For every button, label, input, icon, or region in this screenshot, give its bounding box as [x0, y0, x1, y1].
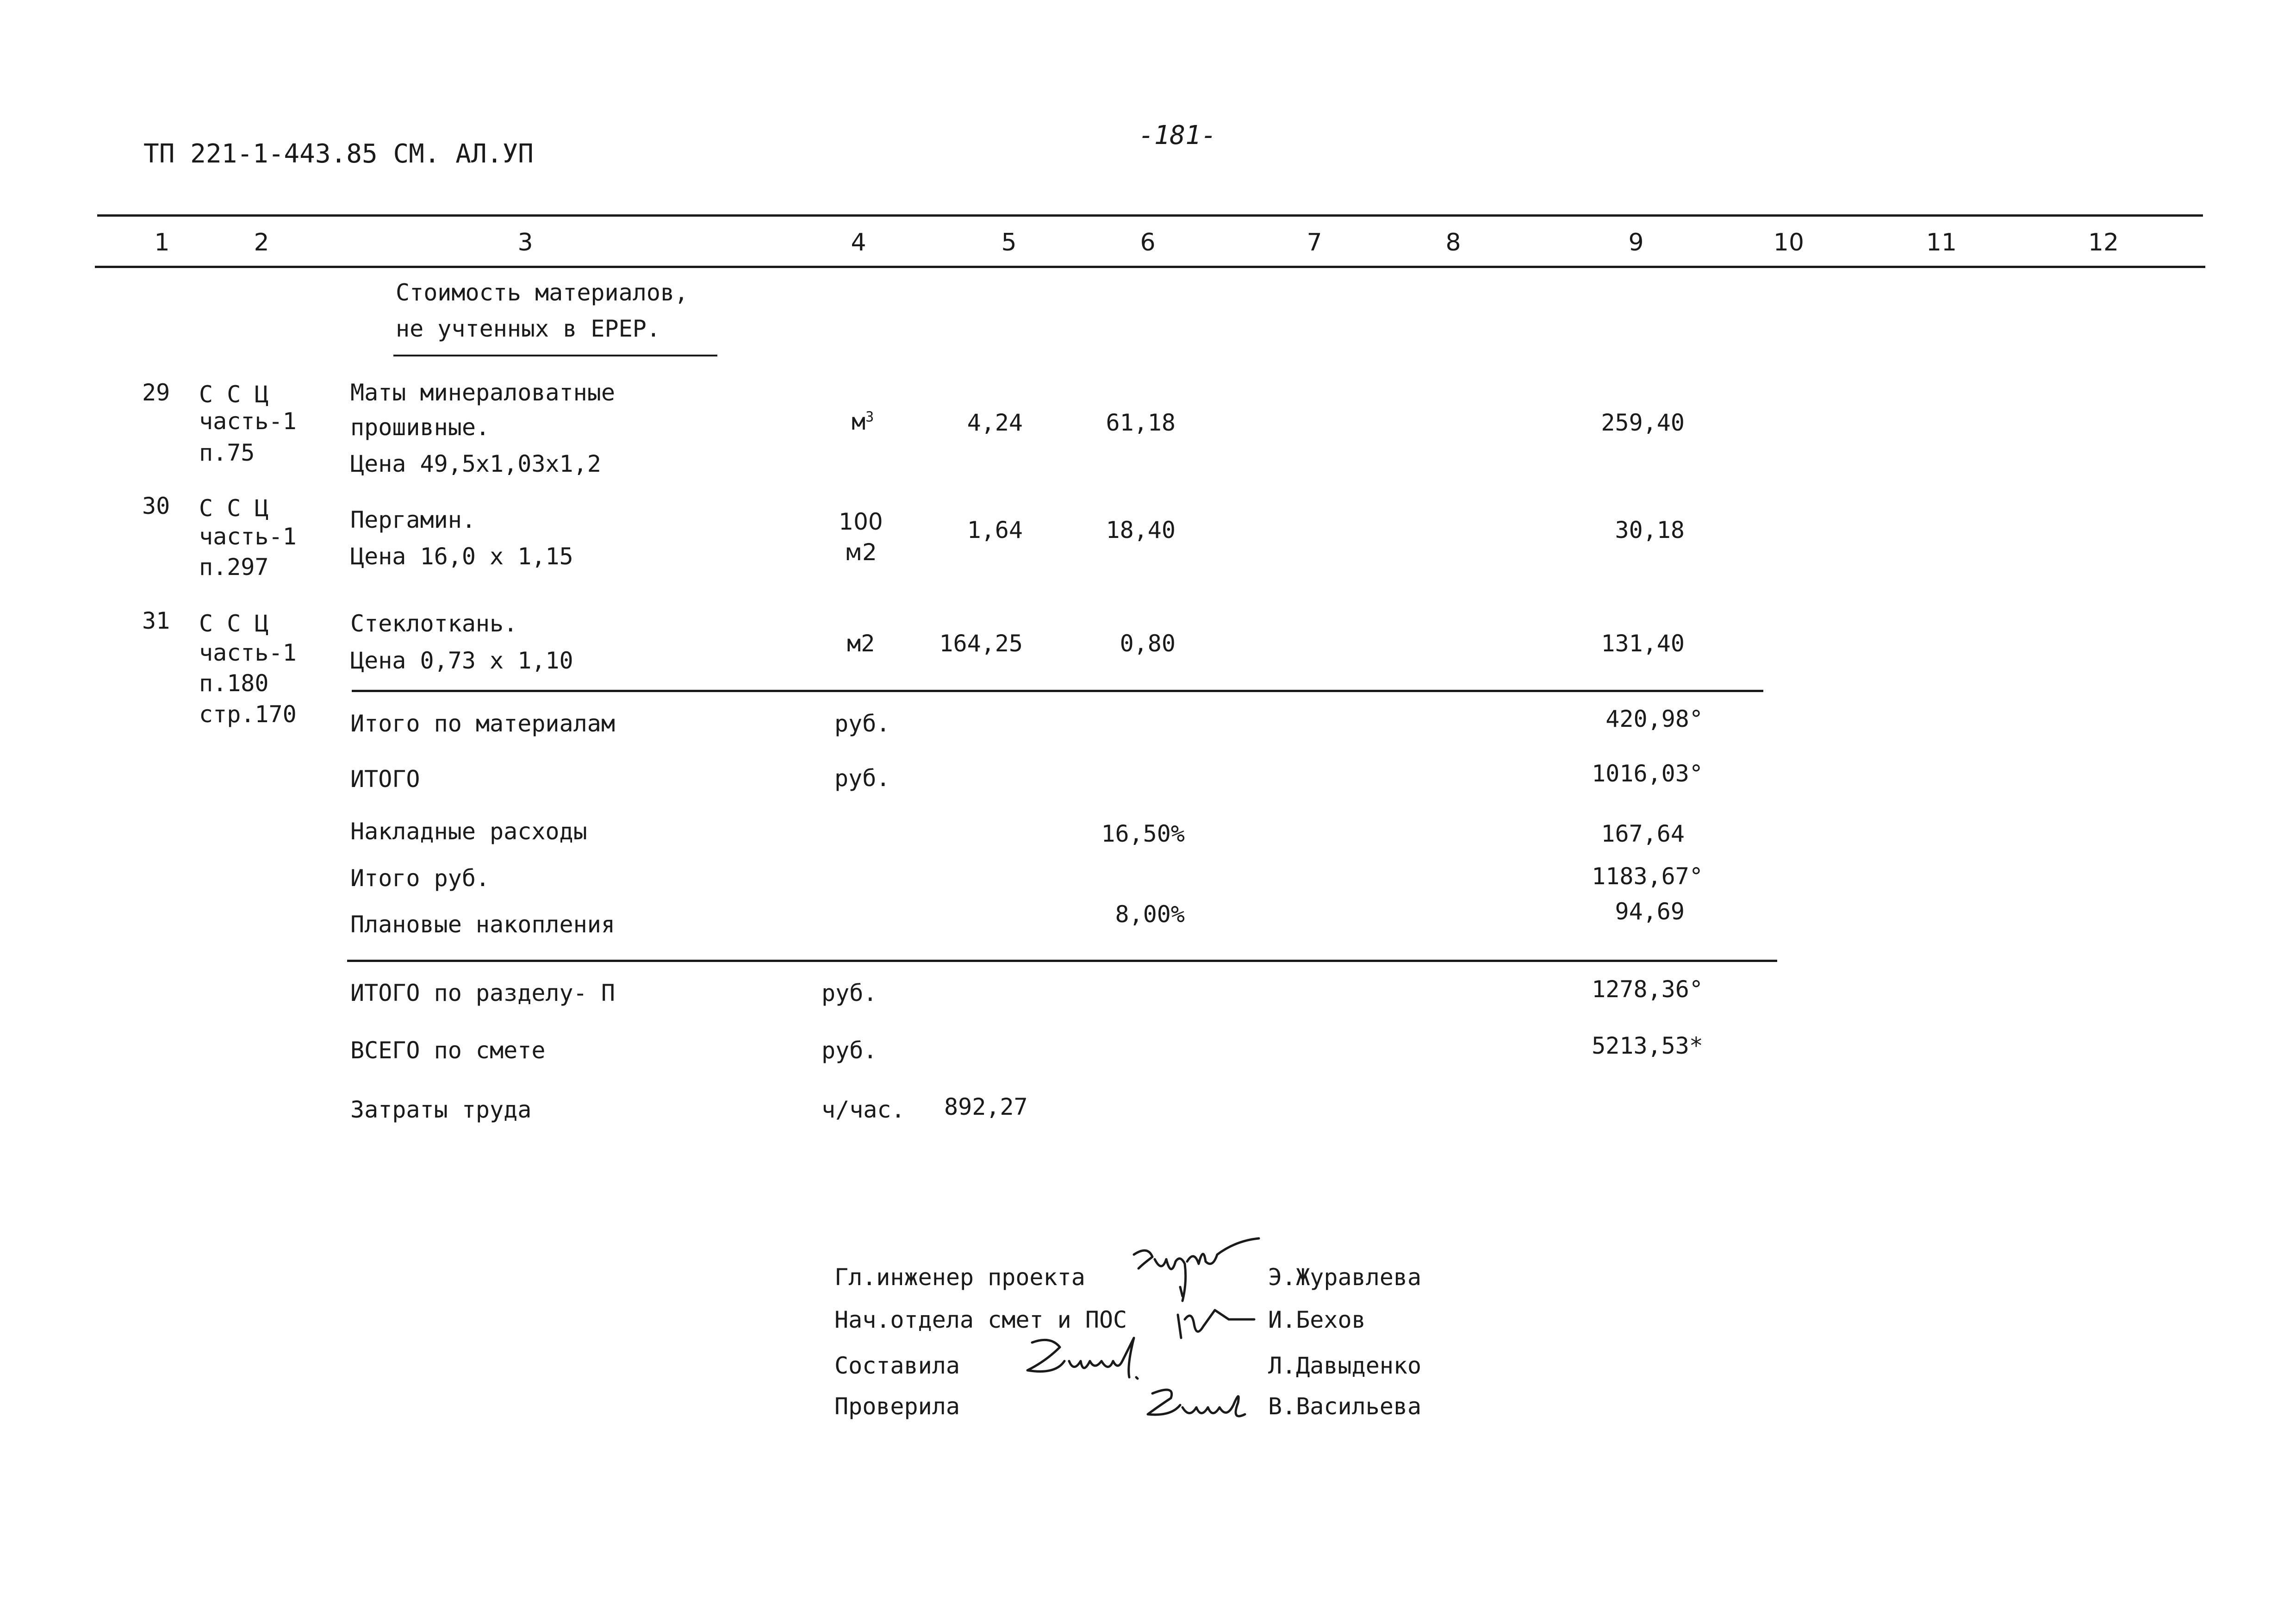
section-total-value: 1278,36°	[1592, 976, 1703, 1003]
material-price-formula: Цена 0,73 х 1,10	[350, 647, 573, 674]
section-total-label: ИТОГО по разделу- П	[350, 980, 615, 1006]
grand-total-label: ВСЕГО по смете	[350, 1037, 546, 1064]
summary-total: 1183,67°	[1592, 863, 1703, 890]
column-number: 3	[517, 229, 533, 256]
column-number: 5	[1001, 229, 1017, 256]
unit-price: 61,18	[1106, 409, 1176, 436]
summary-label: Накладные расходы	[350, 818, 587, 845]
signature-name: Л.Давыденко	[1268, 1352, 1422, 1379]
row-reference: п.75	[199, 439, 255, 466]
unit	[852, 410, 874, 433]
summary-label: ИТОГО	[350, 766, 420, 793]
summary-label: Плановые накопления	[350, 911, 615, 938]
row-number: 29	[142, 379, 170, 406]
column-number: 9	[1628, 229, 1644, 256]
summary-total: 1016,03°	[1592, 760, 1703, 787]
row-reference: стр.170	[199, 701, 297, 728]
material-name: Маты минераловатные	[350, 379, 615, 406]
column-number: 10	[1773, 229, 1804, 256]
signature-name: Э.Журавлева	[1268, 1264, 1422, 1291]
material-price-formula: Цена 49,5х1,03х1,2	[350, 450, 601, 477]
column-number: 11	[1926, 229, 1957, 256]
quantity: 1,64	[967, 517, 1023, 543]
row-reference: часть-1	[199, 408, 297, 435]
header-bottom-rule	[95, 266, 2205, 268]
row-reference: часть-1	[199, 639, 297, 666]
unit: м2	[845, 539, 877, 566]
column-number: 2	[254, 229, 269, 256]
unit-text: м	[852, 408, 866, 435]
unit: 100	[839, 508, 883, 535]
summary-label: Итого руб.	[350, 865, 490, 892]
material-name: прошивные.	[350, 414, 490, 441]
header-top-rule	[97, 214, 2203, 217]
labor-cost-label: Затраты труда	[350, 1096, 532, 1123]
summary-total: 420,98°	[1605, 706, 1703, 732]
summary-total: 94,69	[1615, 898, 1685, 925]
row-reference: С С Ц	[199, 495, 269, 522]
signature-name: В.Васильева	[1268, 1393, 1422, 1420]
summary-rate: 8,00%	[1115, 901, 1185, 928]
summary-unit: руб.	[834, 710, 890, 737]
row-reference: С С Ц	[199, 610, 269, 637]
section-title: не учтенных в ЕРЕР.	[396, 315, 660, 342]
document-code: ТП 221-1-443.85 СМ. АЛ.УП	[143, 139, 534, 169]
column-number: 1	[154, 229, 170, 256]
handwritten-signature	[1018, 1333, 1148, 1389]
summary-label: Итого по материалам	[350, 710, 615, 737]
signature-name: И.Бехов	[1268, 1306, 1366, 1333]
unit-superscript: 3	[865, 409, 874, 425]
summary-total: 167,64	[1601, 820, 1685, 847]
column-number: 8	[1445, 229, 1461, 256]
summary-unit: руб.	[834, 765, 890, 792]
handwritten-signature	[1171, 1282, 1263, 1347]
signature-role: Проверила	[834, 1393, 960, 1420]
handwritten-signature	[1139, 1380, 1259, 1430]
quantity: 164,25	[939, 630, 1023, 657]
unit-price: 18,40	[1106, 517, 1176, 543]
row-reference: п.297	[199, 554, 269, 581]
column-number: 7	[1307, 229, 1322, 256]
unit-price: 0,80	[1120, 630, 1176, 657]
row-reference: часть-1	[199, 523, 297, 550]
material-name: Пергамин.	[350, 506, 476, 533]
row-number: 31	[142, 607, 170, 634]
summary-rate: 16,50%	[1101, 820, 1185, 847]
column-number: 12	[2088, 229, 2119, 256]
row-number: 30	[142, 493, 170, 519]
section-total-unit: руб.	[821, 980, 877, 1006]
page-number: -181-	[1139, 120, 1217, 150]
signature-role: Составила	[834, 1352, 960, 1379]
quantity: 4,24	[967, 409, 1023, 436]
column-number: 4	[851, 229, 866, 256]
subtotal-rule	[352, 690, 1763, 692]
material-price-formula: Цена 16,0 х 1,15	[350, 543, 573, 570]
section-title: Стоимость материалов,	[396, 279, 689, 306]
unit: м2	[847, 630, 875, 657]
labor-cost-value: 892,27	[944, 1093, 1028, 1120]
row-reference: С С Ц	[199, 381, 269, 408]
grand-total-unit: руб.	[821, 1037, 877, 1064]
total-cost: 30,18	[1615, 517, 1685, 543]
material-name: Стеклоткань.	[350, 610, 518, 637]
section-title-underline	[393, 355, 717, 356]
grand-total-value: 5213,53*	[1592, 1032, 1703, 1059]
labor-cost-unit: ч/час.	[821, 1096, 905, 1123]
row-reference: п.180	[199, 670, 269, 697]
signature-role: Нач.отдела смет и ПОС	[834, 1306, 1127, 1333]
total-cost: 131,40	[1601, 630, 1685, 657]
total-cost: 259,40	[1601, 409, 1685, 436]
section-total-rule	[347, 960, 1777, 962]
column-number: 6	[1140, 229, 1156, 256]
signature-role: Гл.инженер проекта	[834, 1264, 1085, 1291]
